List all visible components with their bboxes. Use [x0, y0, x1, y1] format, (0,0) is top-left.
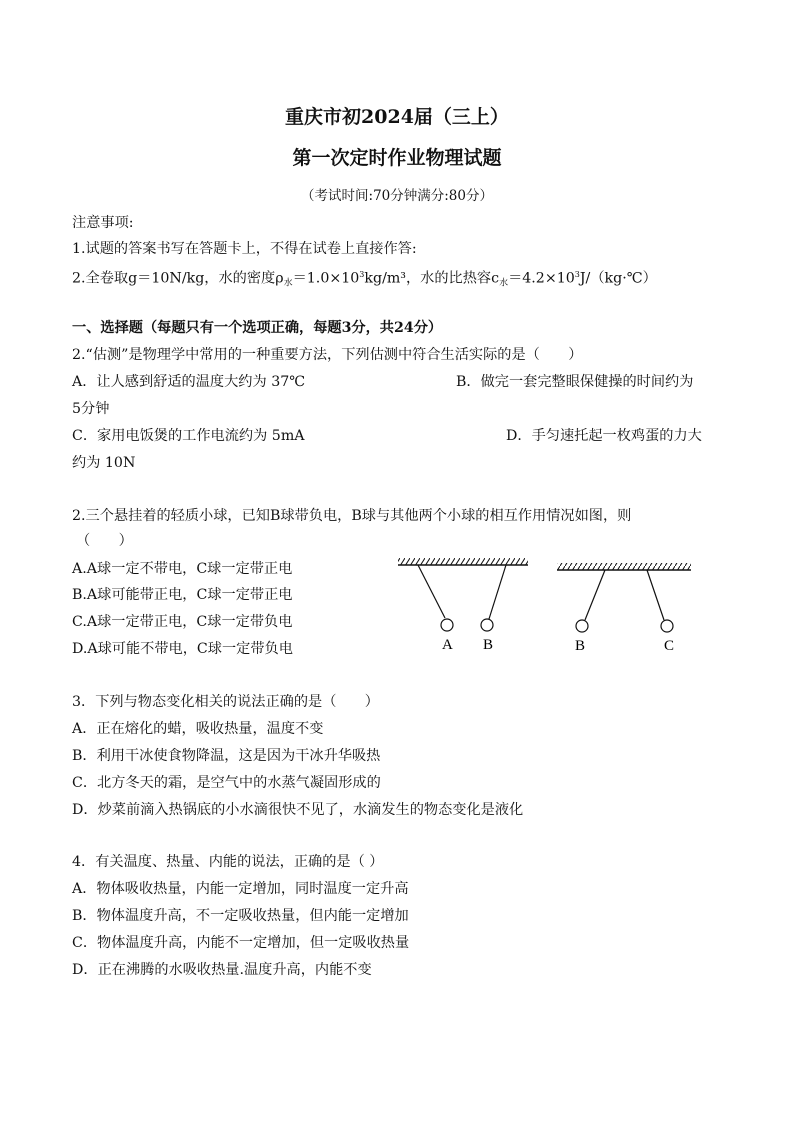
- question-estimate-option-b: B．做完一套完整眼保健操的时间约为: [456, 374, 694, 390]
- left-support: [398, 558, 528, 565]
- notes-item-2-text-c: kg/m³，水的比热容c: [364, 270, 500, 287]
- question-charges-option-d: D.A球可能不带电，C球一定带负电: [72, 641, 293, 657]
- notes-item-2-text-d: ＝4.2×10: [508, 270, 575, 287]
- exam-subtitle: 第一次定时作业物理试题: [292, 147, 502, 169]
- section-heading: 一、选择题（每题只有一个选项正确，每题3分，共24分）: [72, 320, 443, 336]
- question-charges-stem-cont: （ ）: [76, 533, 133, 549]
- notes-item-2-sub-water: 水: [283, 278, 293, 289]
- notes-item-2-sup-2: 3: [574, 270, 580, 279]
- question-heat-stem: 4．有关温度、热量、内能的说法，正确的是（ ）: [72, 854, 384, 870]
- notes-item-2: [72, 265, 657, 294]
- label-b-right: B: [575, 638, 586, 654]
- question-charges-option-b: B.A球可能带正电，C球一定带正电: [72, 587, 293, 603]
- right-support: [557, 563, 691, 570]
- notes-item-1: 1.试题的答案书写在答题卡上，不得在试卷上直接作答:: [72, 241, 417, 257]
- suspended-balls-figure: [390, 550, 700, 660]
- question-charges-stem: 2.三个悬挂着的轻质小球，已知B球带负电，B球与其他两个小球的相互作用情况如图，则: [72, 508, 632, 524]
- label-c: C: [664, 638, 675, 654]
- ball-a: [418, 565, 453, 631]
- question-phase-option-c: C．北方冬天的霜，是空气中的水蒸气凝固形成的: [72, 775, 381, 791]
- question-phase-option-a: A．正在熔化的蜡，吸收热量，温度不变: [72, 721, 324, 737]
- notes-item-2-sup-1: 3: [359, 270, 365, 279]
- notes-heading: 注意事项:: [72, 215, 134, 231]
- question-heat-option-d: D．正在沸腾的水吸收热量.温度升高，内能不变: [72, 962, 372, 978]
- ball-c: [647, 570, 673, 632]
- label-b-left: B: [483, 637, 494, 653]
- question-heat-option-c: C．物体温度升高，内能不一定增加，但一定吸收热量: [72, 935, 410, 951]
- question-phase-option-d: D．炒菜前滴入热锅底的小水滴很快不见了，水滴发生的物态变化是液化: [72, 802, 524, 818]
- question-charges-option-a: A.A球一定不带电，C球一定带正电: [72, 561, 293, 577]
- notes-item-2-sub-water-2: 水: [499, 278, 509, 289]
- question-estimate-option-c: C．家用电饭煲的工作电流约为 5mA: [72, 428, 305, 444]
- question-estimate-option-d: D．手匀速托起一枚鸡蛋的力大: [506, 428, 702, 444]
- question-phase-option-b: B．利用干冰使食物降温，这是因为干冰升华吸热: [72, 748, 381, 764]
- question-estimate-option-b-cont: 5分钟: [72, 401, 110, 417]
- question-phase-stem: 3．下列与物态变化相关的说法正确的是（ ）: [72, 694, 379, 710]
- notes-item-2-text-a: 2.全卷取g＝10N/kg，水的密度ρ: [72, 270, 284, 287]
- question-estimate-option-a: A．让人感到舒适的温度大约为 37℃: [72, 374, 306, 390]
- question-charges-option-c: C.A球一定带正电，C球一定带负电: [72, 614, 293, 630]
- question-heat-option-a: A．物体吸收热量，内能一定增加，同时温度一定升高: [72, 881, 409, 897]
- ball-b-right: [576, 570, 605, 632]
- ball-b-left: [481, 565, 506, 631]
- notes-item-2-text-e: J/（kg·℃）: [579, 270, 657, 287]
- exam-title: 重庆市初2024届（三上）: [285, 106, 509, 128]
- label-a: A: [442, 637, 453, 653]
- question-estimate-option-d-cont: 约为 10N: [72, 455, 136, 471]
- exam-info: （考试时间:70分钟满分:80分）: [301, 188, 493, 204]
- question-heat-option-b: B．物体温度升高，不一定吸收热量，但内能一定增加: [72, 908, 409, 924]
- notes-item-2-text-b: ＝1.0×10: [292, 270, 360, 287]
- question-estimate-stem: 2.“估测”是物理学中常用的一种重要方法，下列估测中符合生活实际的是（ ）: [72, 347, 583, 363]
